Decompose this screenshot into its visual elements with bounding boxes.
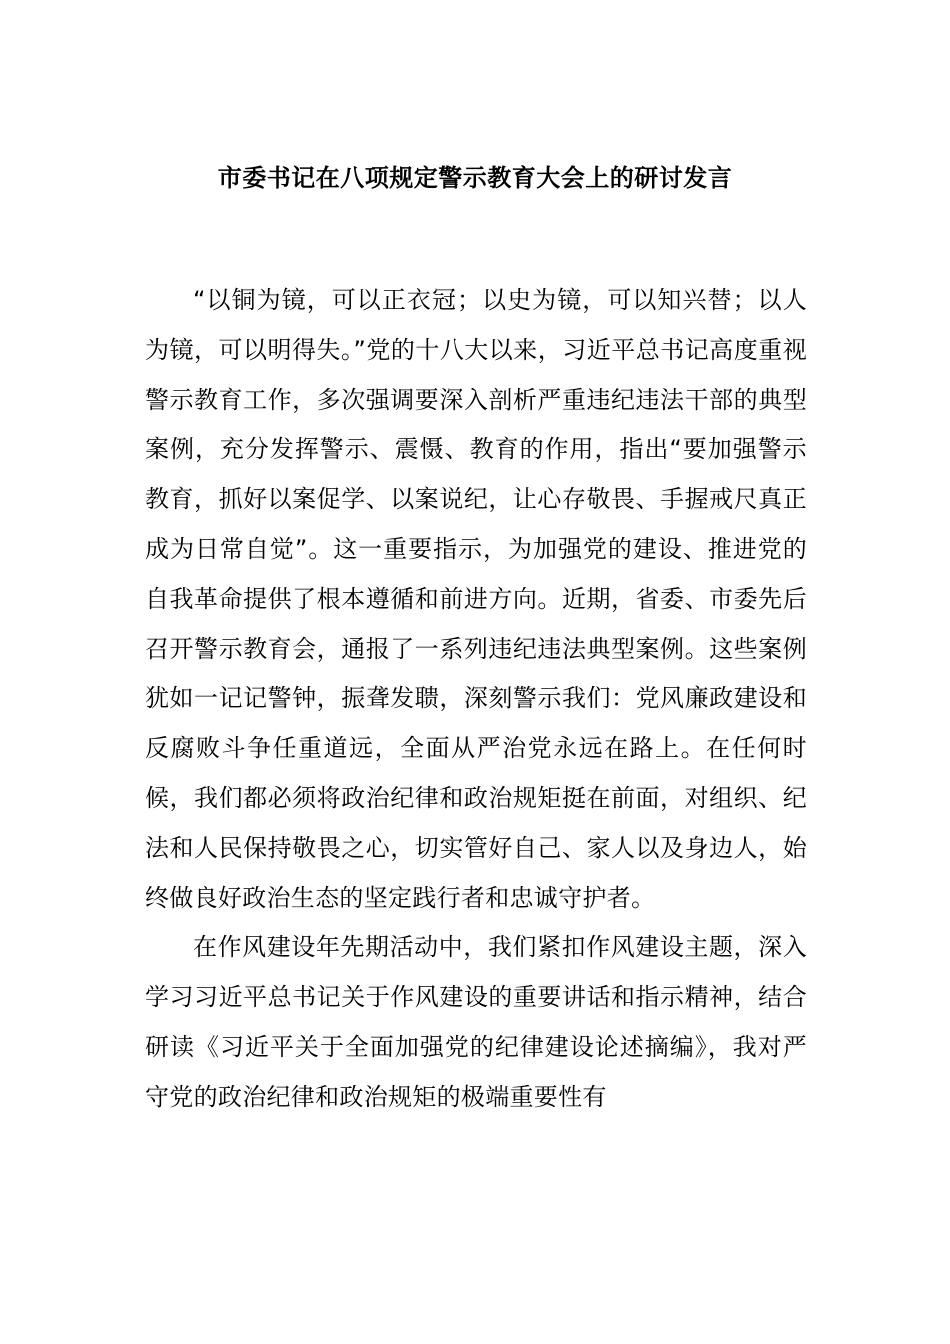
document-title: 市委书记在八项规定警示教育大会上的研讨发言 xyxy=(217,164,733,192)
paragraph-2: 在作风建设年先期活动中，我们紧扣作风建设主题，深入学习习近平总书记关于作风建设的重要讲话和指示精神，结合研读《习近平关于全面加强党的纪律建设论述摘编》，我对严守党的政治纪律和政治规矩的极端重要性有 xyxy=(145,933,807,1111)
paragraph-1: “以铜为镜，可以正衣冠；以史为镜，可以知兴替；以人为镜，可以明得失。”党的十八大以来，习近平总书记高度重视警示教育工作，多次强调要深入剖析严重违纪违法干部的典型案例，充分发挥警示、震慑、教育的作用，指出“要加强警示教育，抓好以案促学、以案说纪，让心存敬畏、手握戒尺真正成为日常自觉”。这一重要指示，为加强党的建设、推进党的自我革命提供了根本遵循和前进方向。近期，省委、市委先后召开警示教育会，通报了一系列违纪违法典型案例。这些案例犹如一记记警钟，振聋发聩，深刻警示我们：党风廉政建设和反腐败斗争任重道远，全面从严治党永远在路上。在任何时候，我们都必须将政治纪律和政治规矩挺在前面，对组织、纪法和人民保持敬畏之心，切实管好自己、家人以及身边人，始终做良好政治生态的坚定践行者和忠诚守护者。 xyxy=(145,286,807,912)
document-body xyxy=(145,276,807,1123)
